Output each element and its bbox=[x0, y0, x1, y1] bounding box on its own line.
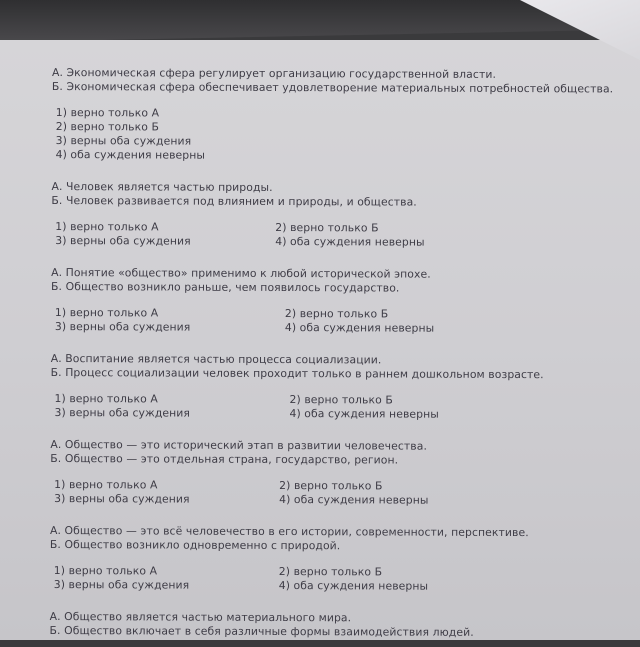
option-4: 4) оба суждения неверны bbox=[55, 148, 206, 162]
option-1: 1) верно только А bbox=[55, 220, 159, 234]
question-2 bbox=[51, 180, 631, 251]
statement-b: Б. Общество включает в себя различные формы взаимодействия людей. bbox=[49, 623, 474, 639]
answer-options bbox=[55, 306, 631, 337]
question-list bbox=[49, 66, 632, 647]
option-1: 1) верно только А bbox=[53, 564, 158, 578]
option-2: 2) верно только Б bbox=[279, 478, 383, 493]
answer-options bbox=[54, 392, 630, 423]
statement-b: Б. Общество — это отдельная страна, государство, регион. bbox=[50, 451, 399, 467]
option-4: 4) оба суждения неверны bbox=[289, 407, 439, 421]
statement-a: А. Воспитание является частью процесса социализации. bbox=[50, 351, 382, 367]
question-6 bbox=[50, 524, 630, 595]
statement-a: А. Экономическая сфера регулирует организацию государственной власти. bbox=[51, 66, 497, 81]
option-2: 2) верно только Б bbox=[278, 564, 383, 579]
statement-a: А. Общество является частью материального мира. bbox=[49, 609, 352, 625]
statement-a: А. Понятие «общество» применимо к любой исторической эпохе. bbox=[51, 265, 431, 281]
option-4: 4) оба суждения неверны bbox=[275, 234, 425, 249]
question-4 bbox=[50, 352, 630, 423]
option-2: 2) верно только Б bbox=[55, 120, 160, 134]
option-1: 1) верно только А bbox=[54, 478, 158, 492]
question-3 bbox=[51, 266, 631, 337]
option-2: 2) верно только Б bbox=[275, 220, 379, 235]
option-3: 3) верны оба суждения bbox=[53, 578, 190, 592]
statement-a: А. Общество — это исторический этап в развитии человечества. bbox=[50, 437, 428, 453]
option-4: 4) оба суждения неверны bbox=[279, 492, 429, 507]
statement-b: Б. Процесс социализации человек проходит только в раннем дошкольном возрасте. bbox=[50, 365, 544, 382]
answer-options bbox=[54, 478, 630, 509]
option-3: 3) верны оба суждения bbox=[55, 134, 192, 148]
option-4: 4) оба суждения неверны bbox=[278, 578, 429, 593]
statement-b: Б. Общество возникло раньше, чем появилось государство. bbox=[51, 279, 400, 295]
option-2: 2) верно только Б bbox=[289, 393, 393, 407]
option-4: 4) оба суждения неверны bbox=[284, 321, 435, 335]
question-7 bbox=[50, 610, 630, 641]
statement-a: А. Общество — это всё человечество в его истории, современности, перспективе. bbox=[49, 523, 529, 540]
question-5 bbox=[50, 438, 630, 509]
option-3: 3) верны оба суждения bbox=[54, 492, 190, 506]
statement-b: Б. Экономическая сфера обеспечивает удовлетворение материальных потребностей общества. bbox=[51, 79, 614, 96]
option-3: 3) верны оба суждения bbox=[54, 320, 191, 334]
option-1: 1) верно только А bbox=[54, 306, 159, 320]
statement-b: Б. Общество возникло одновременно с природой. bbox=[49, 537, 341, 553]
option-1: 1) верно только А bbox=[55, 106, 160, 120]
option-3: 3) верны оба суждения bbox=[55, 234, 191, 248]
question-1 bbox=[52, 66, 632, 165]
statement-b: Б. Человек развивается под влиянием и природы, и общества. bbox=[51, 193, 417, 209]
option-1: 1) верно только А bbox=[54, 392, 158, 406]
option-3: 3) верны оба суждения bbox=[54, 406, 191, 420]
option-2: 2) верно только Б bbox=[284, 307, 389, 321]
answer-options bbox=[55, 220, 631, 251]
statement-a: А. Человек является частью природы. bbox=[51, 179, 273, 194]
answer-options bbox=[54, 564, 630, 595]
answer-options bbox=[52, 106, 632, 165]
